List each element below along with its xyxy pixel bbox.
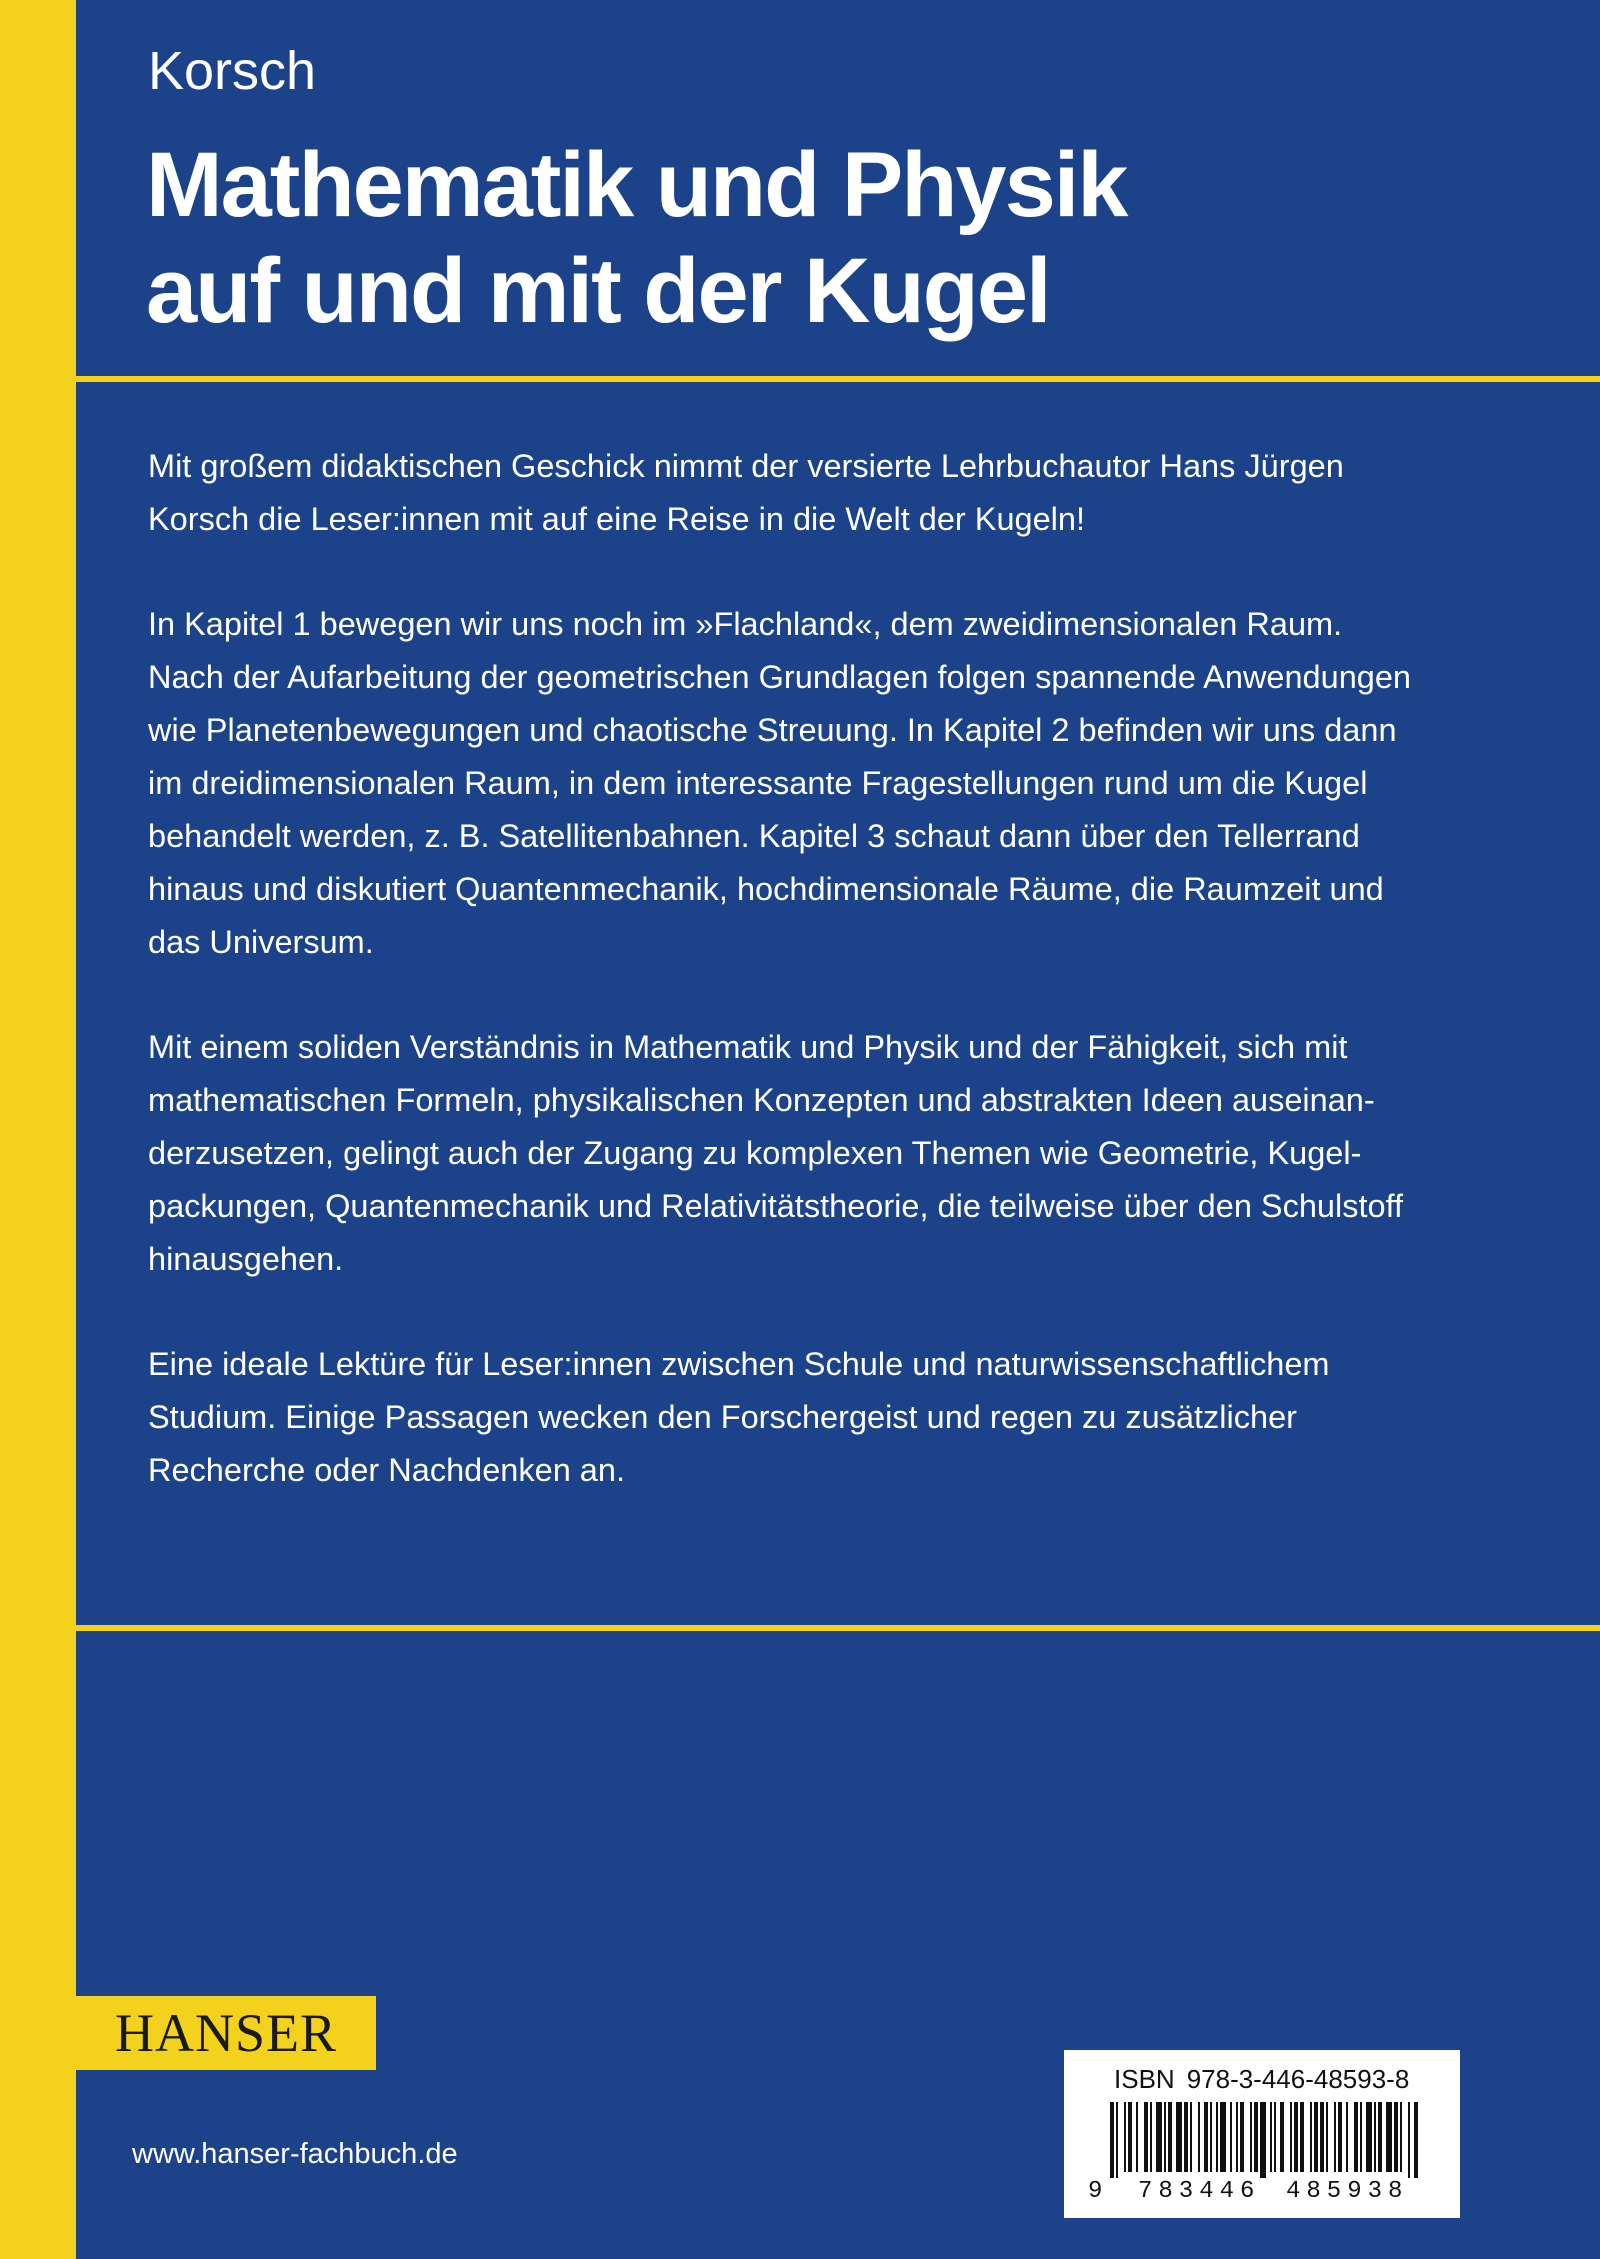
publisher-website[interactable]: www.hanser-fachbuch.de <box>132 2138 458 2170</box>
book-title <box>146 132 1446 344</box>
blurb-paragraph-1 <box>148 440 1448 546</box>
top-divider-line <box>76 376 1600 382</box>
author-name: Korsch <box>148 41 317 101</box>
blurb-line: hinausgehen. <box>148 1241 344 1277</box>
isbn-label: ISBN <box>1114 2064 1175 2094</box>
blurb-line: hinaus und diskutiert Quantenmechanik, hochdimensionale Räume, die Raumzeit und <box>148 871 1384 907</box>
blurb-line: Korsch die Leser:innen mit auf eine Reise in die Welt der Kugeln! <box>148 501 1086 537</box>
isbn-number: 978-3-446-48593-8 <box>1186 2064 1410 2094</box>
publisher-name: HANSER <box>114 2003 338 2063</box>
barcode-bars <box>1088 2102 1428 2178</box>
blurb-line: derzusetzen, gelingt auch der Zugang zu komplexen Themen wie Geometrie, Kugel- <box>148 1135 1362 1171</box>
blurb-paragraph-4 <box>148 1338 1448 1497</box>
barcode-digits-left: 783446 <box>1138 2178 1261 2205</box>
title-line-1: Mathematik und Physik <box>146 134 1127 236</box>
blurb-line: im dreidimensionalen Raum, in dem interessante Fragestellungen rund um die Kugel <box>148 765 1368 801</box>
yellow-spine-stripe <box>0 0 76 2259</box>
blurb-line: wie Planetenbewegungen und chaotische Streuung. In Kapitel 2 befinden wir uns dann <box>148 712 1397 748</box>
barcode-digits-right: 485938 <box>1286 2178 1409 2205</box>
blurb-line: In Kapitel 1 bewegen wir uns noch im »Flachland«, dem zweidimensionalen Raum. <box>148 606 1343 642</box>
blurb-line: Nach der Aufarbeitung der geometrischen Grundlagen folgen spannende Anwendungen <box>148 659 1412 695</box>
blurb-line: das Universum. <box>148 924 374 960</box>
isbn-barcode <box>1064 2050 1460 2218</box>
isbn-text <box>1114 2064 1421 2094</box>
blurb-line: mathematischen Formeln, physikalischen Konzepten und abstrakten Ideen auseinan- <box>148 1082 1375 1118</box>
blurb-line: Eine ideale Lektüre für Leser:innen zwischen Schule und naturwissenschaftlichem <box>148 1346 1330 1382</box>
publisher-logo <box>76 1996 376 2070</box>
blurb-line: packungen, Quantenmechanik und Relativitätstheorie, die teilweise über den Schulstoff <box>148 1188 1404 1224</box>
blurb-line: Studium. Einige Passagen wecken den Forschergeist und regen zu zusätzlicher <box>148 1399 1297 1435</box>
blurb-line: Recherche oder Nachdenken an. <box>148 1452 625 1488</box>
blurb-line: Mit großem didaktischen Geschick nimmt der versierte Lehrbuchautor Hans Jürgen <box>148 448 1344 484</box>
bottom-divider-line <box>76 1625 1600 1631</box>
blurb-line: behandelt werden, z. B. Satellitenbahnen. Kapitel 3 schaut dann über den Tellerrand <box>148 818 1360 854</box>
blurb-line: Mit einem soliden Verständnis in Mathematik und Physik und der Fähigkeit, sich mit <box>148 1029 1348 1065</box>
blurb-paragraph-3 <box>148 1021 1448 1286</box>
barcode-digit-first: 9 <box>1088 2178 1103 2205</box>
blurb-text <box>148 440 1448 1549</box>
blurb-paragraph-2 <box>148 598 1448 969</box>
title-line-2: auf und mit der Kugel <box>146 240 1050 342</box>
